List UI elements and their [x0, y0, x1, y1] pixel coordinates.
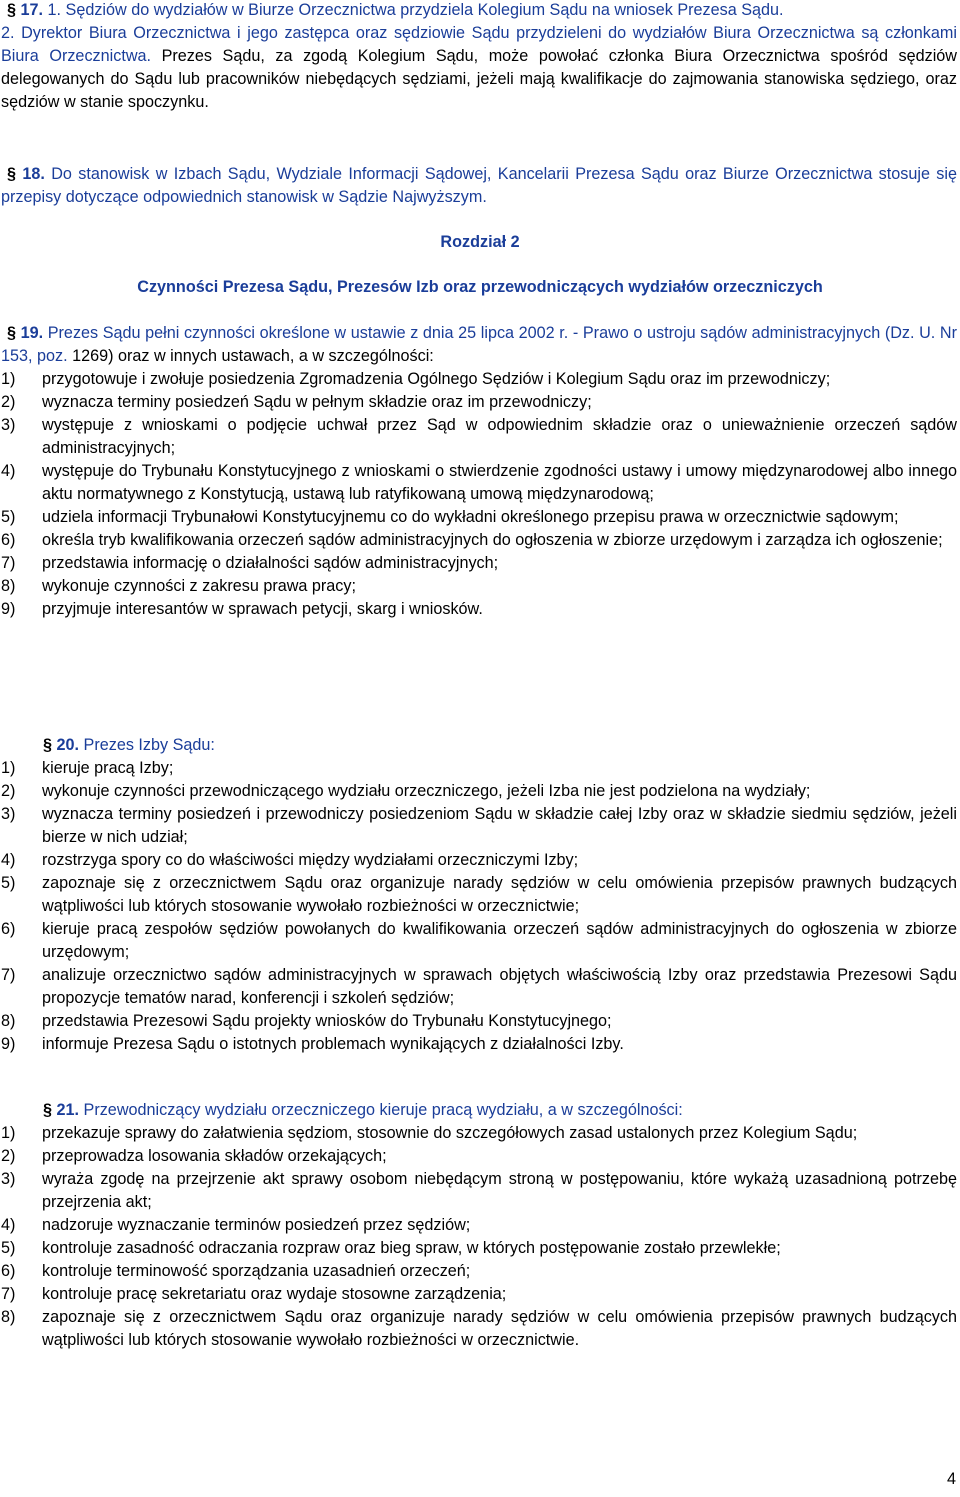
list-item-number: 3): [1, 1170, 16, 1188]
list-item: [1, 1122, 957, 1145]
list-item-text: występuje do Trybunału Konstytucyjnego z wnioskami o stwierdzenie zgodności ustawy i umowy międzynarodowej albo innego aktu normatywnego z Konstytucją, ustawą lub ratyfikowaną umową międzynarodową;: [42, 462, 957, 503]
list-item-number: 8): [1, 577, 16, 595]
chapter-subtitle: Czynności Prezesa Sądu, Prezesów Izb oraz przewodniczących wydziałów orzeczniczych: [137, 278, 823, 296]
section-21-number: 21.: [56, 1101, 80, 1119]
section-20-list: [1, 757, 957, 1056]
section-17-paragraph-2-part-2: Prezes Sądu, za zgodą Kolegium Sądu, może powołać członka Biura Orzecznictwa spośród sędziów delegowanych do Sądu lub pracowników niebędących sędziami, jeżeli mają kwalifikacje do zajmowania stanowiska sędziego, oraz sędziów w stanie spoczynku.: [1, 47, 957, 111]
section-20-intro-text: Prezes Izby Sądu:: [79, 736, 215, 754]
list-item-text: przedstawia Prezesowi Sądu projekty wniosków do Trybunału Konstytucyjnego;: [42, 1012, 612, 1030]
section-17-paragraph-1: 1. Sędziów do wydziałów w Biurze Orzecznictwa przydziela Kolegium Sądu na wniosek Prezesa Sądu.: [43, 1, 784, 19]
section-20-number: 20.: [56, 736, 80, 754]
list-item: [1, 414, 957, 460]
list-item: [1, 1283, 957, 1306]
list-item: [1, 460, 957, 506]
list-item-text: przekazuje sprawy do załatwienia sędziom, stosownie do szczegółowych zasad ustalonych przez Kolegium Sądu;: [42, 1124, 858, 1142]
section-19-list: [1, 368, 957, 621]
list-item-number: 7): [1, 554, 16, 572]
list-item-text: zapoznaje się z orzecznictwem Sądu oraz organizuje narady sędziów w celu omówienia przepisów prawnych budzących wątpliwości lub których stosowanie wywołało rozbieżności w orzecznictwie;: [42, 874, 957, 915]
section-17: [1, 0, 957, 114]
section-17-paragraph-2-part-1: 2. Dyrektor Biura Orzecznictwa i jego zastępca oraz sędziowie Sądu przydzieleni do wydziałów Biura Orzecznictwa są członkami Biura Orzecznictwa.: [1, 24, 957, 65]
list-item: [1, 506, 957, 529]
list-item-text: kieruje pracą zespołów sędziów powołanych do kwalifikowania orzeczeń sądów administracyjnych do ogłoszenia w zbiorze urzędowym;: [42, 920, 957, 961]
list-item: [1, 849, 957, 872]
list-item: [1, 872, 957, 918]
list-item: [1, 757, 957, 780]
list-item: [1, 1145, 957, 1168]
list-item: [1, 529, 957, 552]
list-item: [1, 1214, 957, 1237]
list-item-text: przygotowuje i zwołuje posiedzenia Zgromadzenia Ogólnego Sędziów i Kolegium Sądu oraz im przewodniczy;: [42, 370, 831, 388]
list-item: [1, 368, 957, 391]
list-item-number: 2): [1, 393, 16, 411]
chapter-title: Rozdział 2: [440, 233, 520, 251]
section-21-intro-text: Przewodniczący wydziału orzeczniczego kieruje pracą wydziału, a w szczególności:: [79, 1101, 683, 1119]
section-21-symbol: §: [43, 1101, 53, 1119]
list-item-text: przeprowadza losowania składów orzekających;: [42, 1147, 387, 1165]
list-item-text: wyraża zgodę na przejrzenie akt sprawy osobom niebędącym stroną w postępowaniu, które wykażą uzasadnioną potrzebę przejrzenia akt;: [42, 1170, 957, 1211]
list-item-number: 3): [1, 805, 16, 823]
section-18-number: 18.: [22, 165, 45, 183]
section-21-list: [1, 1122, 957, 1352]
list-item-text: kontroluje pracę sekretariatu oraz wydaje stosowne zarządzenia;: [42, 1285, 507, 1303]
list-item-number: 4): [1, 1216, 16, 1234]
list-item: [1, 598, 957, 621]
list-item-number: 7): [1, 1285, 16, 1303]
section-18-symbol: §: [7, 165, 17, 183]
list-item-number: 2): [1, 782, 16, 800]
section-21: [1, 1099, 957, 1352]
section-19-intro: [1, 322, 957, 368]
list-item-text: występuje z wnioskami o podjęcie uchwał przez Sąd w odpowiednim składzie oraz o unieważnienie orzeczeń sądów administracyjnych;: [42, 416, 957, 457]
list-item-text: kontroluje terminowość sporządzania uzasadnień orzeczeń;: [42, 1262, 471, 1280]
list-item-text: kieruje pracą Izby;: [42, 759, 174, 777]
list-item-text: zapoznaje się z orzecznictwem Sądu oraz organizuje narady sędziów w celu omówienia przepisów prawnych budzących wątpliwości lub których stosowanie wywołało rozbieżności w orzecznictwie.: [42, 1308, 957, 1349]
list-item-text: udziela informacji Trybunałowi Konstytucyjnemu co do wykładni określonego przepisu prawa w orzecznictwie sądowym;: [42, 508, 899, 526]
list-item-number: 2): [1, 1147, 16, 1165]
list-item-text: kontroluje zasadność odraczania rozpraw oraz bieg spraw, w których postępowanie zostało przewlekłe;: [42, 1239, 781, 1257]
list-item-number: 1): [1, 759, 16, 777]
list-item-text: określa tryb kwalifikowania orzeczeń sądów administracyjnych do ogłoszenia w zbiorze urzędowym i zarządza ich ogłoszenie;: [42, 531, 943, 549]
list-item: [1, 780, 957, 803]
list-item-number: 8): [1, 1012, 16, 1030]
list-item-number: 5): [1, 1239, 16, 1257]
list-item: [1, 1237, 957, 1260]
list-item: [1, 803, 957, 849]
list-item-text: wykonuje czynności przewodniczącego wydziału orzeczniczego, jeżeli Izba nie jest podzielona na wydziały;: [42, 782, 811, 800]
list-item-number: 1): [1, 370, 16, 388]
list-item-number: 8): [1, 1308, 16, 1326]
section-19-number: 19.: [20, 324, 44, 342]
list-item-number: 4): [1, 851, 16, 869]
section-17-number: 17.: [20, 1, 44, 19]
list-item: [1, 552, 957, 575]
section-21-intro: [1, 1099, 957, 1122]
section-17-symbol: §: [7, 1, 17, 19]
list-item-text: wyznacza terminy posiedzeń Sądu w pełnym składzie oraz im przewodniczy;: [42, 393, 592, 411]
list-item-text: wykonuje czynności z zakresu prawa pracy;: [42, 577, 356, 595]
list-item-text: przedstawia informację o działalności sądów administracyjnych;: [42, 554, 499, 572]
list-item-number: 3): [1, 416, 16, 434]
list-item-number: 7): [1, 966, 16, 984]
section-19-intro-blue: Prezes Sądu pełni czynności określone w ustawie z dnia 25 lipca 2002 r. - Prawo o ustroju sądów administracyjnych (Dz. U. Nr 153, poz.: [1, 324, 957, 365]
section-18-text: Do stanowisk w Izbach Sądu, Wydziale Informacji Sądowej, Kancelarii Prezesa Sądu oraz Biurze Orzecznictwa stosuje się przepisy dotyczące odpowiednich stanowisk w Sądzie Najwyższym.: [1, 165, 958, 206]
list-item-number: 9): [1, 1035, 16, 1053]
list-item: [1, 1260, 957, 1283]
list-item: [1, 1033, 957, 1056]
list-item-number: 1): [1, 1124, 16, 1142]
section-20-symbol: §: [43, 736, 53, 754]
list-item-text: analizuje orzecznictwo sądów administracyjnych w sprawach objętych właściwością Izby oraz przedstawia Prezesowi Sądu propozycje tematów narad, konferencji i szkoleń sędziów;: [42, 966, 957, 1007]
list-item-number: 6): [1, 920, 16, 938]
list-item-number: 6): [1, 1262, 16, 1280]
list-item: [1, 1168, 957, 1214]
list-item-number: 5): [1, 508, 16, 526]
section-20-intro: [1, 734, 957, 757]
list-item-number: 9): [1, 600, 16, 618]
list-item: [1, 1010, 957, 1033]
list-item-number: 6): [1, 531, 16, 549]
list-item-text: nadzoruje wyznaczanie terminów posiedzeń przez sędziów;: [42, 1216, 471, 1234]
section-20: [1, 734, 957, 1056]
list-item: [1, 1306, 957, 1352]
list-item-text: informuje Prezesa Sądu o istotnych problemach wynikających z działalności Izby.: [42, 1035, 624, 1053]
list-item-text: przyjmuje interesantów w sprawach petycji, skarg i wniosków.: [42, 600, 483, 618]
list-item-text: wyznacza terminy posiedzeń i przewodniczy posiedzeniom Sądu w składzie całej Izby oraz w składzie siedmiu sędziów, jeżeli bierze w nich udział;: [42, 805, 957, 846]
page-number: 4: [946, 1470, 956, 1488]
section-19-symbol: §: [7, 324, 17, 342]
list-item-number: 4): [1, 462, 16, 480]
section-19-intro-rest: 1269) oraz w innych ustawach, a w szczególności:: [67, 347, 434, 365]
list-item: [1, 964, 957, 1010]
list-item: [1, 575, 957, 598]
section-18: [1, 163, 957, 209]
list-item: [1, 391, 957, 414]
list-item: [1, 918, 957, 964]
list-item-number: 5): [1, 874, 16, 892]
list-item-text: rozstrzyga spory co do właściwości między wydziałami orzeczniczymi Izby;: [42, 851, 579, 869]
section-19: [1, 322, 957, 621]
